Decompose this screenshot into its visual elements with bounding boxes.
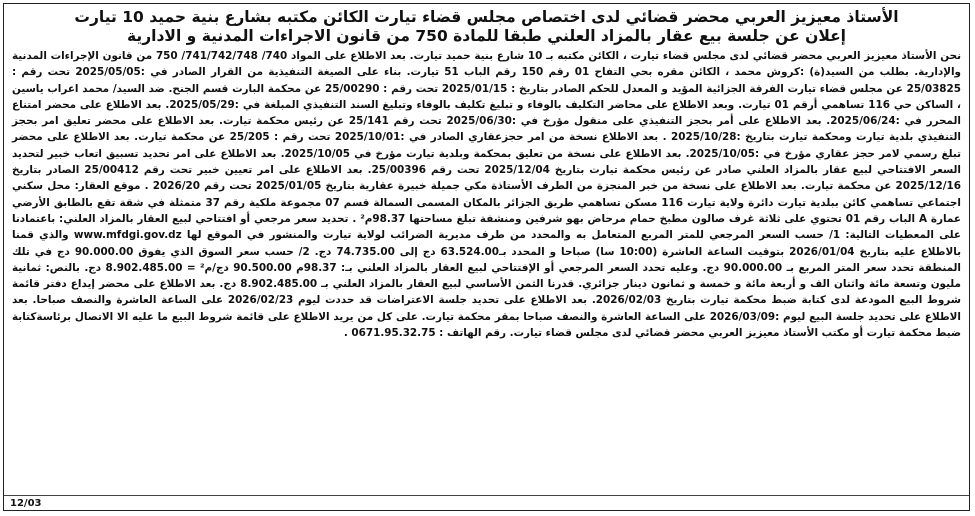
page-reference: 12/03 — [10, 498, 42, 509]
notice-title-line-1: الأستاذ معيزيز العربي محضر قضائي لدى اختصاص مجلس قضاء تيارت الكائن مكتبه بشارع بنية حميد 10 تيارت — [74, 8, 899, 26]
notice-page — [3, 3, 970, 511]
footer-divider — [4, 495, 969, 496]
notice-document — [4, 4, 969, 341]
notice-body-text: نحن الأستاذ معيزيز العربي محضر قضائي لدى مجلس قضاء تيارت ، الكائن مكتبه بـ 10 شارع بنية حميد تيارت. بعد الاطلاع على المواد 740/ 741/742/748/ 750 من قانون الإجراءات المدنية والإدارية. بطلب من السيد(ة) :كروش محمد ، الكائن مقره بحي التفاح 01 رقم 150 رقم الباب 51 تيارت. بناء على الصيغة التنفيذية من القرار الصادر في :2025/05/05 تحت رقم : 25/03825 عن مجلس قضاء تيارت الفرقة الجزائية المؤيد و المعدل للحكم الصادر بتاريخ : 2025/01/15 تحت رقم : 25/00290 عن محكمة البارت قسم الجنح. ضد السيد/ محمد اعراب ياسين ، الساكن حي 116 تساهمي أرقم 01 تيارت. وبعد الاطلاع على محاضر التكليف بالوفاء و تبليغ تكليف بالوفاء وتبليغ السند التنفيذي المبلغة في :2025/05/29. بعد الاطلاع على محضر امتناع المحرر في :2025/06/24. بعد الاطلاع على أمر بحجز التنفيذي على منقول مؤرخ في :2025/06/30 تحت رقم 25/141 عن رئيس محكمة تيارت. بعد الاطلاع على محضر تعليق امر بحجز التنفيذي بلدية تيارت ومحكمة تيارت بتاريخ :2025/10/28 . بعد الاطلاع نسخة من امر حجزعقاري الصادر في :2025/10/01 تحت رقم : 25/205 عن محكمة تيارت. بعد الاطلاع على محضر تبلغ رسمي لامر حجز عقاري مؤرخ في :2025/10/05. بعد الاطلاع على نسخة من تعليق بمحكمة وبلدية تيارت مؤرخ في 2025/10/05. بعد الاطلاع على امر تحديد تسبيق اتعاب خبير لتحديد السعر الافتتاحي لبيع عقار بالمزاد العلني صادر عن رئيس محكمة تيارت بتاريخ 2025/12/04 تحت رقم 25/00396. بعد الاطلاع على امر تعيين خبير تحت رقم 25/00412 الصادر بتاريخ 2025/12/16 عن محكمة تيارت. بعد الاطلاع على نسخة من خبر المنجزة من الطرف الأستاذة مكي جميلة خبيرة عقارية بتاريخ 2025/01/05 تحت رقم 2026/20 . موقع العقار: محل سكني اجتماعي تساهمي كائن ببلدية تيارت دائرة ولاية تيارت 116 مسكن تساهمي طريق الجزائر بالمكان المسمى السمالة قسم 07 مجموعة ملكية رقم 37 متمثلة في شقة تقع بالطابق الأرضي عمارة A الباب رقم 01 تحتوي على ثلاثة غرف صالون مطبخ حمام مرحاض بهو شرفين ومنشفة تبلغ مساحتها 98.37م² . تحديد سعر مرجعي أو افتتاحي لبيع العقار بالمزاد العلني: باعتمادنا على المعطيات التالية: 1/ حسب السعر المرجعي للمتر المربع المتعامل به والمحدد من طرف مديرية الضرائب لولاية تيارت والمنشور في الموقع لها www.mfdgi.gov.dz والذي قمنا بالاطلاع عليه بتاريخ 2026/01/04 بتوقيت الساعة العاشرة (10:00 سا) صباحا و المحدد بـ63.524.00 دج إلى 74.735.00 دج. 2/ حسب سعر السوق الذي يفوق 90.000.00 دج في تلك المنطقة تحدد سعر المتر المربع بـ 90.000.00 دج. وعليه تحدد السعر المرجعي أو الإفتتاحي لبيع العقار بالمزاد العلني بـ: 98.37م 90.500.00 دج/م² = 8.902.485.00 دج. بالنص: ثمانية مليون وتسعة مائة واثنان الف و أربعة مائة و خمسة و ثمانون دينار جزائري. قدرنا الثمن الأساسي لبيع العقار بالمزاد العلني بـ 8.902.485.00 دج. بعد الاطلاع على محضر إيداع دفتر قائمة شروط البيع المودعة لدى كتابة ضبط محكمة تيارت بتاريخ 2026/02/03. بعد الاطلاع على تحديد جلسة الاعتراضات قد حددت ليوم 2026/02/23 على الساعة العاشرة والنصف صباحا. بعد الاطلاع على تحديد جلسة البيع ليوم :2026/03/09 على الساعة العاشرة والنصف صباحا بمقر محكمة تيارت. على كل من يريد الاطلاع على قائمة شروط البيع ما عليه الا الاتصال برئاسةكتابة ضبط محكمة تيارت أو مكتب الأستاذ معيزيز العربي محضر قضائي لدى مجلس قضاء تيارت. رقم الهاتف : 0671.95.32.75 . — [12, 50, 962, 340]
notice-body — [12, 48, 961, 341]
notice-title-line-2: إعلان عن جلسة بيع عقار بالمزاد العلني طبقا للمادة 750 من قانون الاجراءات المدنية و الادارية — [127, 27, 846, 45]
